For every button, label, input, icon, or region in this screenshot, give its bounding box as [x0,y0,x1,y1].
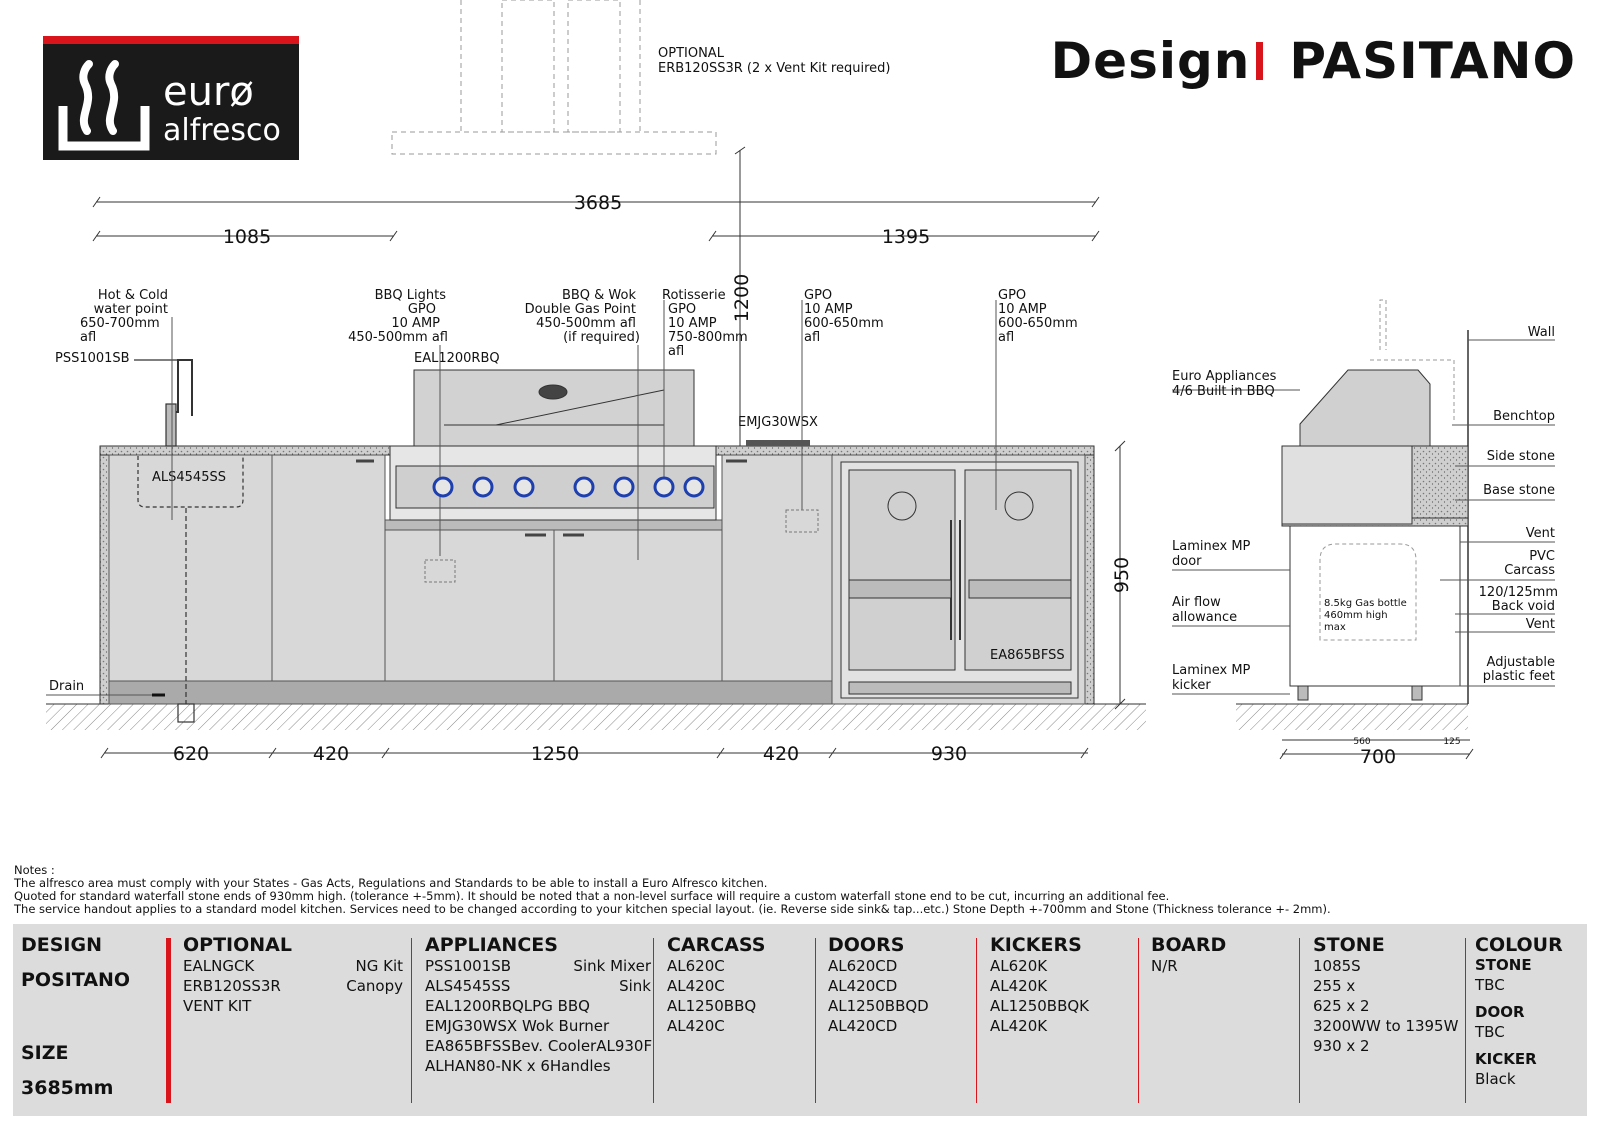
separator [653,938,654,1103]
logo-word-alfresco: alfresco [163,113,281,148]
label-gas-2: Double Gas Point [524,302,636,317]
appliance-code-4: EMJG30WSX Wok Burner [425,1017,610,1035]
ground-hatch-front [46,704,1146,730]
label-air-2: allowance [1172,610,1238,625]
stone-item: 1085S [1313,957,1361,975]
label-kicker-2: kicker [1172,678,1211,693]
notes-line-2: Quoted for standard waterfall stone ends of 930mm high. (tolerance +-5mm). It should be noted that a non-level surface will require a custom waterfall stone end to be cut, incurring an additional fee. [14,889,1170,903]
label-base-stone: Base stone [1483,483,1555,498]
label-pvc-1: PVC [1529,549,1555,564]
notes-block [14,864,1584,916]
title-prefix: Design [1050,32,1251,90]
spec-table [13,924,1587,1116]
optional-heading: OPTIONAL [183,934,292,956]
label-bbq-model: EAL1200RBQ [414,351,500,366]
optional-column [183,924,403,1116]
waterfall-end-right [1085,455,1094,704]
appliance-row [425,1056,651,1076]
appliance-code-5: EA865BFSSBev. CoolerAL930F [425,1037,653,1055]
appliances-heading: APPLIANCES [425,934,558,956]
appliance-code-6: ALHAN80-NK x 6Handles [425,1057,611,1075]
label-water-3: 650-700mm [80,316,160,331]
canopy-outline [392,0,716,154]
label-sink: ALS4545SS [152,470,226,485]
dim-right-span: 1395 [881,226,931,248]
appliance-code-3: EAL1200RBQLPG BBQ [425,997,590,1015]
colour-door-value: TBC [1475,1023,1505,1041]
label-air-1: Air flow [1172,595,1221,610]
label-lights-3: 10 AMP [391,316,440,331]
title-name: PASITANO [1289,32,1576,90]
label-door-2: door [1172,554,1202,569]
label-rot-3: 10 AMP [668,316,717,331]
notes-line-3: The service handout applies to a standard model kitchen. Services need to be changed according to your kitchen special layout. (ie. Reverse side sink& tap...etc.) Stone Depth +-700mm and Stone (Thickness tolerance +- 2mm). [14,902,1331,916]
dim-bottom-1250: 1250 [530,743,580,765]
label-door-1: Laminex MP [1172,539,1251,554]
appliance-row [425,1016,651,1036]
colour-stone-value: TBC [1475,976,1505,994]
carcass-item: AL1250BBQ [667,997,757,1015]
kickers-column [990,924,1130,1116]
dim-side-560: 560 [1353,737,1371,747]
appliance-desc-1: Sink Mixer [573,957,651,975]
carcass-item: AL420C [667,977,725,995]
optional-row [183,976,403,996]
separator [815,938,816,1103]
design-label: DESIGN [21,934,103,956]
label-water-2: water point [93,302,168,317]
optional-row [183,996,403,1016]
stone-item: 625 x 2 [1313,997,1370,1015]
carcass-column [667,924,807,1116]
bbq-knob [575,478,593,496]
label-feet-2: plastic feet [1482,669,1555,684]
door-item: AL420CD [828,977,898,995]
door-item: AL420CD [828,1017,898,1035]
canopy-note [658,46,890,76]
bbq-knob [615,478,633,496]
label-bbq-side-2: 4/6 Built in BBQ [1172,384,1275,399]
doors-column [828,924,968,1116]
stone-item: 3200WW to 1395W [1313,1017,1459,1035]
kickers-heading: KICKERS [990,934,1082,956]
label-pvc-2: Carcass [1504,563,1555,578]
notes-heading: Notes : [14,863,55,877]
door-item: AL1250BBQD [828,997,929,1015]
label-gas-bottle-1: 8.5kg Gas bottle [1324,598,1407,609]
size-value: 3685mm [21,1077,114,1099]
label-water-4: afl [80,330,97,345]
label-wok: EMJG30WSX [738,415,818,430]
bbq-knob [474,478,492,496]
label-gpo2-3: 600-650mm [998,316,1078,331]
bbq-knob [685,478,703,496]
label-rot-4: 750-800mm [668,330,748,345]
stone-item: 255 x [1313,977,1356,995]
size-label: SIZE [21,1042,69,1064]
label-kicker-1: Laminex MP [1172,663,1251,678]
label-gas-bottle-3: max [1324,622,1346,633]
label-drain: Drain [49,679,85,694]
dim-side-700: 700 [1359,746,1397,768]
dim-left-span: 1085 [222,226,272,248]
label-lights-1: BBQ Lights [374,288,446,303]
label-rot-1: Rotisserie [662,288,726,303]
label-rot-2: GPO [668,302,697,317]
label-wall: Wall [1527,325,1555,340]
label-gpo2-1: GPO [998,288,1027,303]
optional-code-3: VENT KIT [183,997,252,1015]
appliance-row [425,976,651,996]
waterfall-end-left [100,455,109,704]
appliance-row [425,1036,651,1056]
label-fridge: EA865BFSS [990,648,1065,663]
label-water-1: Hot & Cold [97,288,168,303]
separator [411,938,412,1103]
carcass-heading: CARCASS [667,934,766,956]
colour-kicker-label: KICKER [1475,1050,1537,1068]
label-gpo1-1: GPO [804,288,833,303]
board-column [1151,924,1291,1116]
kicker-item: AL1250BBQK [990,997,1090,1015]
carcass-item: AL420C [667,1017,725,1035]
kicker-item: AL620K [990,957,1048,975]
label-gpo1-4: afl [804,330,821,345]
bbq-unit [390,370,716,520]
label-void-2: Back void [1491,599,1555,614]
label-gpo2-2: 10 AMP [998,302,1047,317]
separator [1138,938,1139,1103]
label-vent-1: Vent [1525,526,1555,541]
canopy-note-line1: OPTIONAL [658,46,724,61]
bbq-knob [655,478,673,496]
bbq-knob [515,478,533,496]
label-feet-1: Adjustable [1486,655,1555,670]
kicker-item: AL420K [990,1017,1048,1035]
label-bbq-side-1: Euro Appliances [1172,369,1277,384]
appliance-code-1: PSS1001SB [425,957,512,975]
colour-kicker-value: Black [1475,1070,1516,1088]
logo-word-euro: eurø [163,69,254,115]
dim-bottom-420a: 420 [312,743,350,765]
label-gpo2-4: afl [998,330,1015,345]
bbq-knob [434,478,452,496]
stone-item: 930 x 2 [1313,1037,1370,1055]
appliance-desc-2: Sink [619,977,651,995]
dim-height-1200: 1200 [731,273,753,323]
separator [1299,938,1300,1103]
separator [1465,938,1466,1103]
label-rot-5: afl [668,344,685,359]
dim-bottom-620: 620 [172,743,210,765]
notes-line-1: The alfresco area must comply with your States - Gas Acts, Regulations and Standards to be able to install a Euro Alfresco kitchen. [14,876,768,890]
colour-heading: COLOUR [1475,934,1563,956]
label-gas-1: BBQ & Wok [561,288,636,303]
colour-column [1475,924,1585,1116]
label-mixer: PSS1001SB [55,351,130,366]
carcass-item: AL620C [667,957,725,975]
optional-desc-2: Canopy [346,977,403,995]
board-heading: BOARD [1151,934,1227,956]
label-lights-2: GPO [407,302,436,317]
label-benchtop: Benchtop [1493,409,1555,424]
label-lights-4: 450-500mm afl [348,330,448,345]
label-void-1: 120/125mm [1478,585,1558,600]
dim-bottom-420b: 420 [762,743,800,765]
label-gpo1-3: 600-650mm [804,316,884,331]
separator-red-thick [166,938,171,1103]
dim-side-125: 125 [1443,737,1461,747]
appliances-column [425,924,651,1116]
optional-code-1: EALNGCK [183,957,255,975]
door-item: AL620CD [828,957,898,975]
dim-bottom-930: 930 [930,743,968,765]
appliance-row [425,996,651,1016]
canopy-note-line2: ERB120SS3R (2 x Vent Kit required) [658,61,891,76]
label-vent-2: Vent [1525,617,1555,632]
appliance-row [425,956,651,976]
dim-height-950: 950 [1111,556,1133,594]
label-gas-4: (if required) [563,330,640,345]
label-gas-bottle-2: 460mm high [1324,610,1388,621]
optional-row [183,956,403,976]
stone-heading: STONE [1313,934,1385,956]
appliance-code-2: ALS4545SS [425,977,511,995]
dim-overall: 3685 [573,192,623,214]
colour-stone-label: STONE [1475,956,1532,974]
label-gas-3: 450-500mm afl [536,316,636,331]
label-side-stone: Side stone [1486,449,1555,464]
colour-door-label: DOOR [1475,1003,1525,1021]
kicker-item: AL420K [990,977,1048,995]
stone-column [1313,924,1465,1116]
wok-burner [746,440,810,446]
optional-code-2: ERB120SS3R [183,977,281,995]
separator [976,938,977,1103]
design-value: POSITANO [21,969,131,991]
doors-heading: DOORS [828,934,905,956]
board-item: N/R [1151,957,1178,975]
optional-desc-1: NG Kit [355,957,403,975]
label-gpo1-2: 10 AMP [804,302,853,317]
